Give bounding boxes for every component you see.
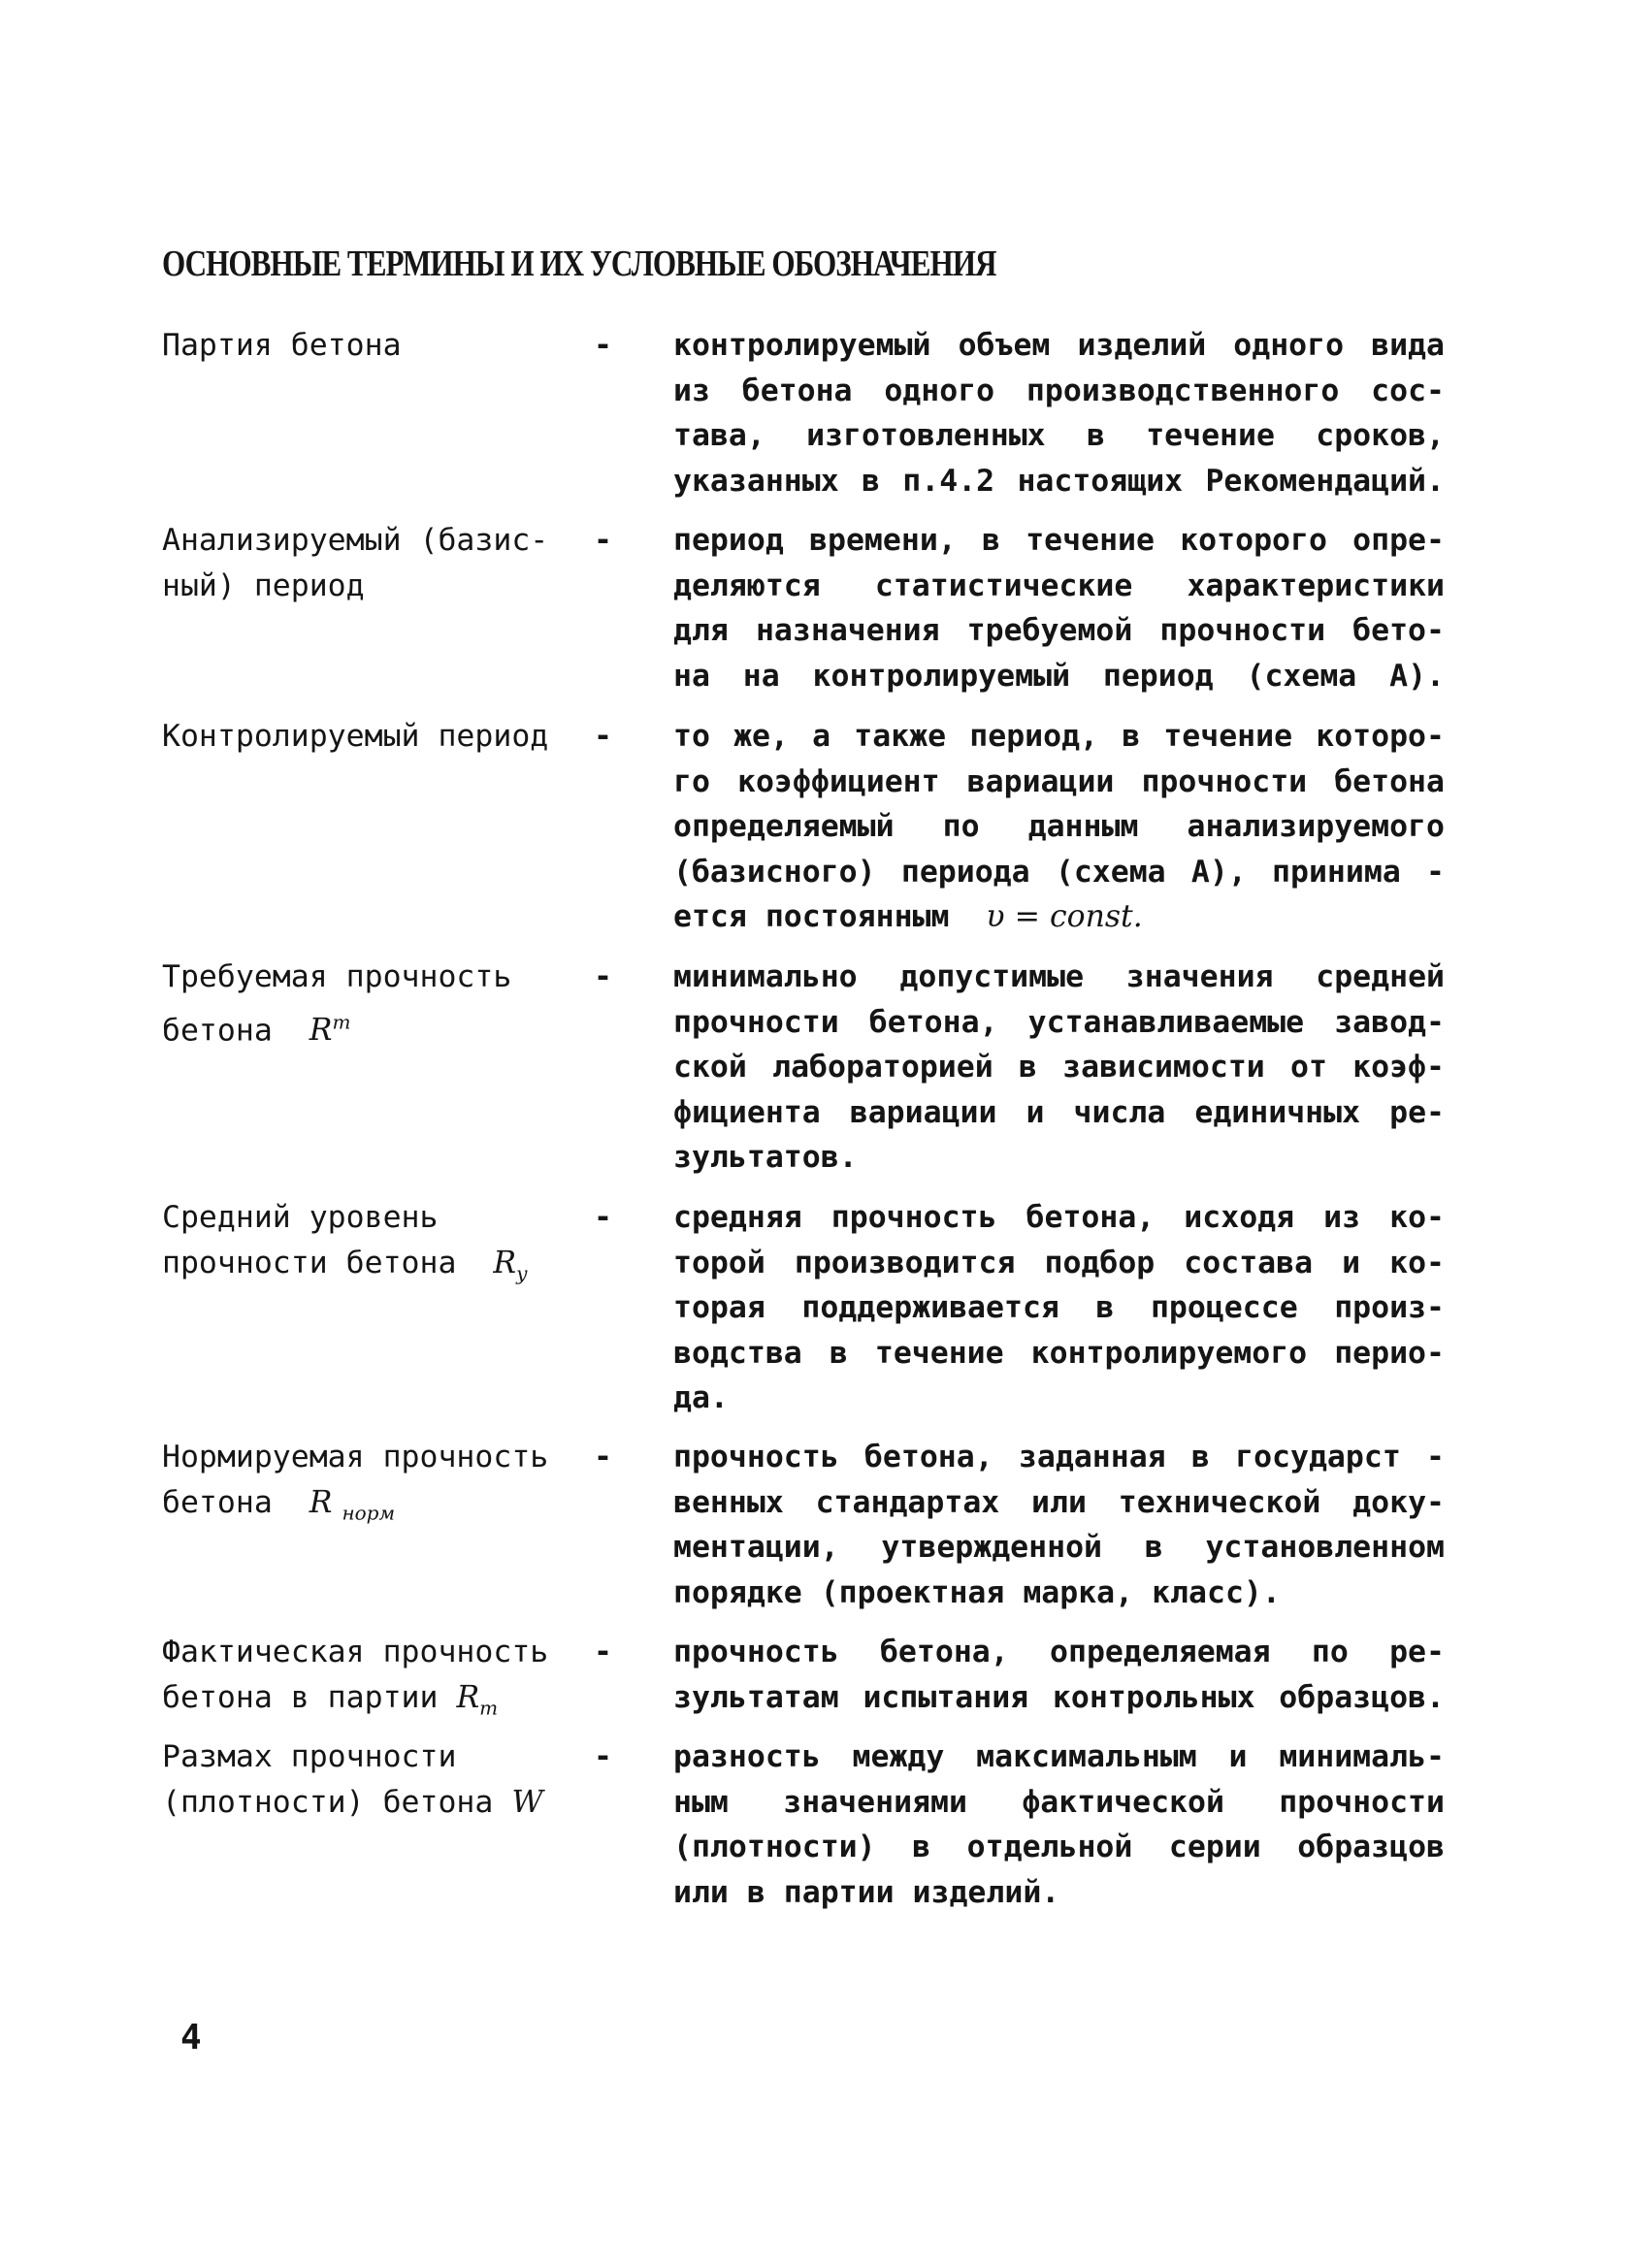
term-text: бетона [162,1484,273,1520]
term-definition [673,955,1445,1181]
symbol-subscript: y [516,1260,528,1284]
definition-line: (базисного) периода (схема А), принима - [673,854,1445,890]
definition-line: для назначения требуемой прочности бето- [673,613,1445,648]
term-line [162,1780,589,1826]
symbol-base: R [309,1484,333,1520]
dash-separator: - [594,959,612,994]
definition-line: на на контролируемый период (схема А). [673,658,1445,694]
page-number: 4 [180,2018,202,2057]
term-label [162,955,589,1053]
required-strength-symbol [309,1010,351,1048]
symbol-subscript: норм [342,1500,396,1524]
dash-separator: - [594,1739,612,1774]
definition-line: период времени, в течение которого опре- [673,523,1445,558]
definition-line: ской лабораторией в зависимости от коэф- [673,1050,1445,1085]
term-line: Контролируемый период [162,719,549,754]
definition-line: ным значениями фактической прочности [673,1784,1445,1820]
mean-strength-symbol [493,1245,528,1284]
definition-line: прочность бетона, определяемая по ре- [673,1635,1445,1669]
term-label [162,1630,589,1730]
definition-line: ментации, утвержденной в установленном [673,1530,1445,1565]
definition-line: тава, изготовленных в течение сроков, [673,418,1445,453]
normative-strength-symbol [309,1484,396,1524]
term-label [162,1195,589,1295]
term-text: прочности бетона [162,1245,457,1280]
definition-line: водства в течение контролируемого перио- [673,1335,1445,1371]
term-definition [673,1734,1445,1915]
definition-line: да. [673,1380,729,1415]
page-title: ОСНОВНЫЕ ТЕРМИНЫ И ИХ УСЛОВНЫЕ ОБОЗНАЧЕНИЯ [162,243,996,284]
term-label [162,1734,589,1825]
term-line [162,1480,589,1536]
symbol-superscript: т [332,1010,351,1034]
definition-line: указанных в п.4.2 настоящих Рекомендаций. [673,463,1445,499]
term-definition [673,1195,1445,1421]
definition-line: разность между максимальным и минималь- [673,1739,1445,1774]
definition-line: венных стандартах или технической доку- [673,1484,1445,1520]
dash-separator: - [594,1200,612,1235]
symbol-subscript: m [479,1695,499,1719]
actual-strength-symbol [456,1679,499,1719]
term-label [162,1435,589,1535]
term-line: ный) период [162,567,365,603]
dash-separator: - [594,719,612,754]
variation-coefficient-symbol: 𝜐 = const. [986,899,1143,934]
definition-line: средняя прочность бетона, исходя из ко- [673,1200,1445,1235]
definition-line: прочность бетона, заданная в государст - [673,1440,1445,1474]
definition-text: ется постоянным [673,899,950,934]
symbol-base: R [493,1245,517,1280]
symbol-base: R [456,1679,480,1715]
term-definition [673,714,1445,940]
definition-line: торой производится подбор состава и ко- [673,1245,1445,1280]
term-line: Размах прочности [162,1739,457,1774]
definition-line: зультатов. [673,1140,858,1175]
definition-line: го коэффициент вариации прочности бетона [673,763,1445,799]
term-text: бетона в партии [162,1679,439,1715]
definition-line: (плотности) в отдельной серии образцов [673,1830,1445,1864]
dash-separator: - [594,1440,612,1474]
definition-line: то же, а также период, в течение которо- [673,719,1445,754]
strength-range-symbol: W [511,1784,543,1820]
term-line [162,1675,589,1731]
symbol-base: R [309,1013,333,1048]
definition-line: зультатам испытания контрольных образцов. [673,1679,1445,1715]
definition-line: торая поддерживается в процессе произ- [673,1290,1445,1325]
definition-line: из бетона одного производственного сос- [673,373,1445,408]
definition-line: контролируемый объем изделий одного вида [673,328,1445,363]
term-label [162,323,589,369]
definition-line: порядке (проектная марка, класс). [673,1574,1281,1610]
definition-line: определяемый по данным анализируемого [673,809,1445,844]
term-line: Партия бетона [162,328,402,363]
definition-line [673,894,1445,940]
term-label [162,518,589,608]
definition-line: или в партии изделий. [673,1874,1060,1910]
term-definition [673,518,1445,698]
term-label [162,714,589,760]
term-line: Требуемая прочность [162,959,512,994]
term-line: Средний уровень [162,1200,439,1235]
definition-line: минимально допустимые значения средней [673,959,1445,994]
term-definition [673,323,1445,503]
term-line: Анализируемый (базис- [162,523,549,558]
dash-separator: - [594,328,612,363]
definition-line: деляются статистические характеристики [673,567,1445,603]
term-line [162,1000,589,1053]
definition-line: прочности бетона, устанавливаемые завод- [673,1004,1445,1040]
term-line [162,1241,589,1296]
term-text: (плотности) бетона [162,1784,494,1820]
definition-line: фициента вариации и числа единичных ре- [673,1094,1445,1130]
term-line: Нормируемая прочность [162,1440,549,1474]
term-line: Фактическая прочность [162,1635,549,1669]
term-definition [673,1435,1445,1615]
dash-separator: - [594,1635,612,1669]
dash-separator: - [594,523,612,558]
term-text: бетона [162,1013,273,1048]
term-definition [673,1630,1445,1720]
